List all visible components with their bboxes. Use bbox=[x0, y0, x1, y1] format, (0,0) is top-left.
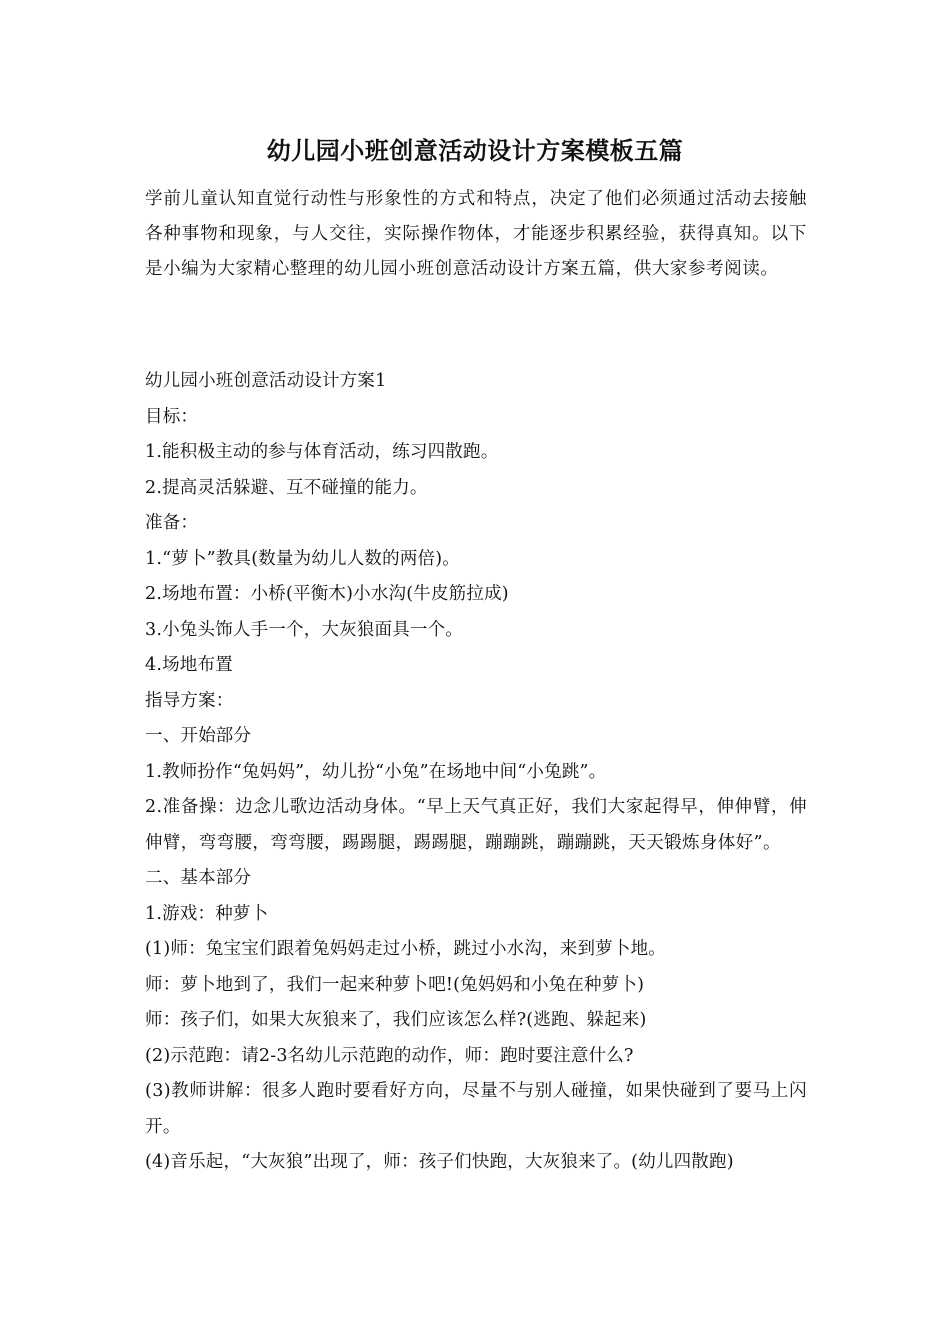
text-line: 二、基本部分 bbox=[145, 868, 252, 888]
text-line: (4)音乐起，“大灰狼”出现了，师：孩子们快跑，大灰狼来了。(幼儿四散跑) bbox=[145, 1152, 734, 1172]
text-line: 指导方案： bbox=[145, 690, 234, 711]
text-line: 准备： bbox=[145, 513, 199, 533]
section-heading: 幼儿园小班创意活动设计方案1 bbox=[145, 371, 387, 391]
text-line: 师：萝卜地到了，我们一起来种萝卜吧!(兔妈妈和小兔在种萝卜) bbox=[145, 974, 645, 995]
text-line: 1.游戏：种萝卜 bbox=[145, 903, 269, 924]
text-line: (1)师：兔宝宝们跟着兔妈妈走过小桥，跳过小水沟，来到萝卜地。 bbox=[145, 939, 666, 959]
document-title: 幼儿园小班创意活动设计方案模板五篇 bbox=[266, 136, 684, 165]
text-paragraph: (3)教师讲解：很多人跑时要看好方向，尽量不与别人碰撞，如果快碰到了要马上闪开。 bbox=[145, 1081, 807, 1137]
text-line: 3.小兔头饰人手一个，大灰狼面具一个。 bbox=[145, 619, 463, 640]
text-line: 2.场地布置：小桥(平衡木)小水沟(牛皮筋拉成) bbox=[145, 584, 509, 604]
text-paragraph: 2.准备操：边念儿歌边活动身体。“早上天气真正好，我们大家起得早，伸伸臂，伸伸臂，弯弯腰，弯弯腰，踢踢腿，踢踢腿，蹦蹦跳，蹦蹦跳，天天锻炼身体好”。 bbox=[145, 797, 807, 853]
text-line: 目标： bbox=[145, 406, 199, 427]
text-line: 4.场地布置 bbox=[145, 655, 233, 675]
text-line: (2)示范跑：请2-3名幼儿示范跑的动作，师：跑时要注意什么? bbox=[145, 1045, 634, 1066]
text-line: 1.教师扮作“兔妈妈”，幼儿扮“小兔”在场地中间“小兔跳”。 bbox=[145, 761, 607, 782]
text-line: 师：孩子们，如果大灰狼来了，我们应该怎么样?(逃跑、躲起来) bbox=[145, 1010, 647, 1030]
text-line: 1.能积极主动的参与体育活动，练习四散跑。 bbox=[145, 442, 499, 462]
text-line: 一、开始部分 bbox=[145, 726, 252, 746]
intro-paragraph: 学前儿童认知直觉行动性与形象性的方式和特点，决定了他们必须通过活动去接触各种事物和现象，与人交往，实际操作物体，才能逐步积累经验，获得真知。以下是小编为大家精心整理的幼儿园小班创意活动设计方案五篇，供大家参考阅读。 bbox=[145, 189, 807, 279]
text-line: 2.提高灵活躲避、互不碰撞的能力。 bbox=[145, 477, 428, 498]
text-line: 1.“萝卜”教具(数量为幼儿人数的两倍)。 bbox=[145, 548, 460, 569]
document-body bbox=[145, 364, 807, 1181]
